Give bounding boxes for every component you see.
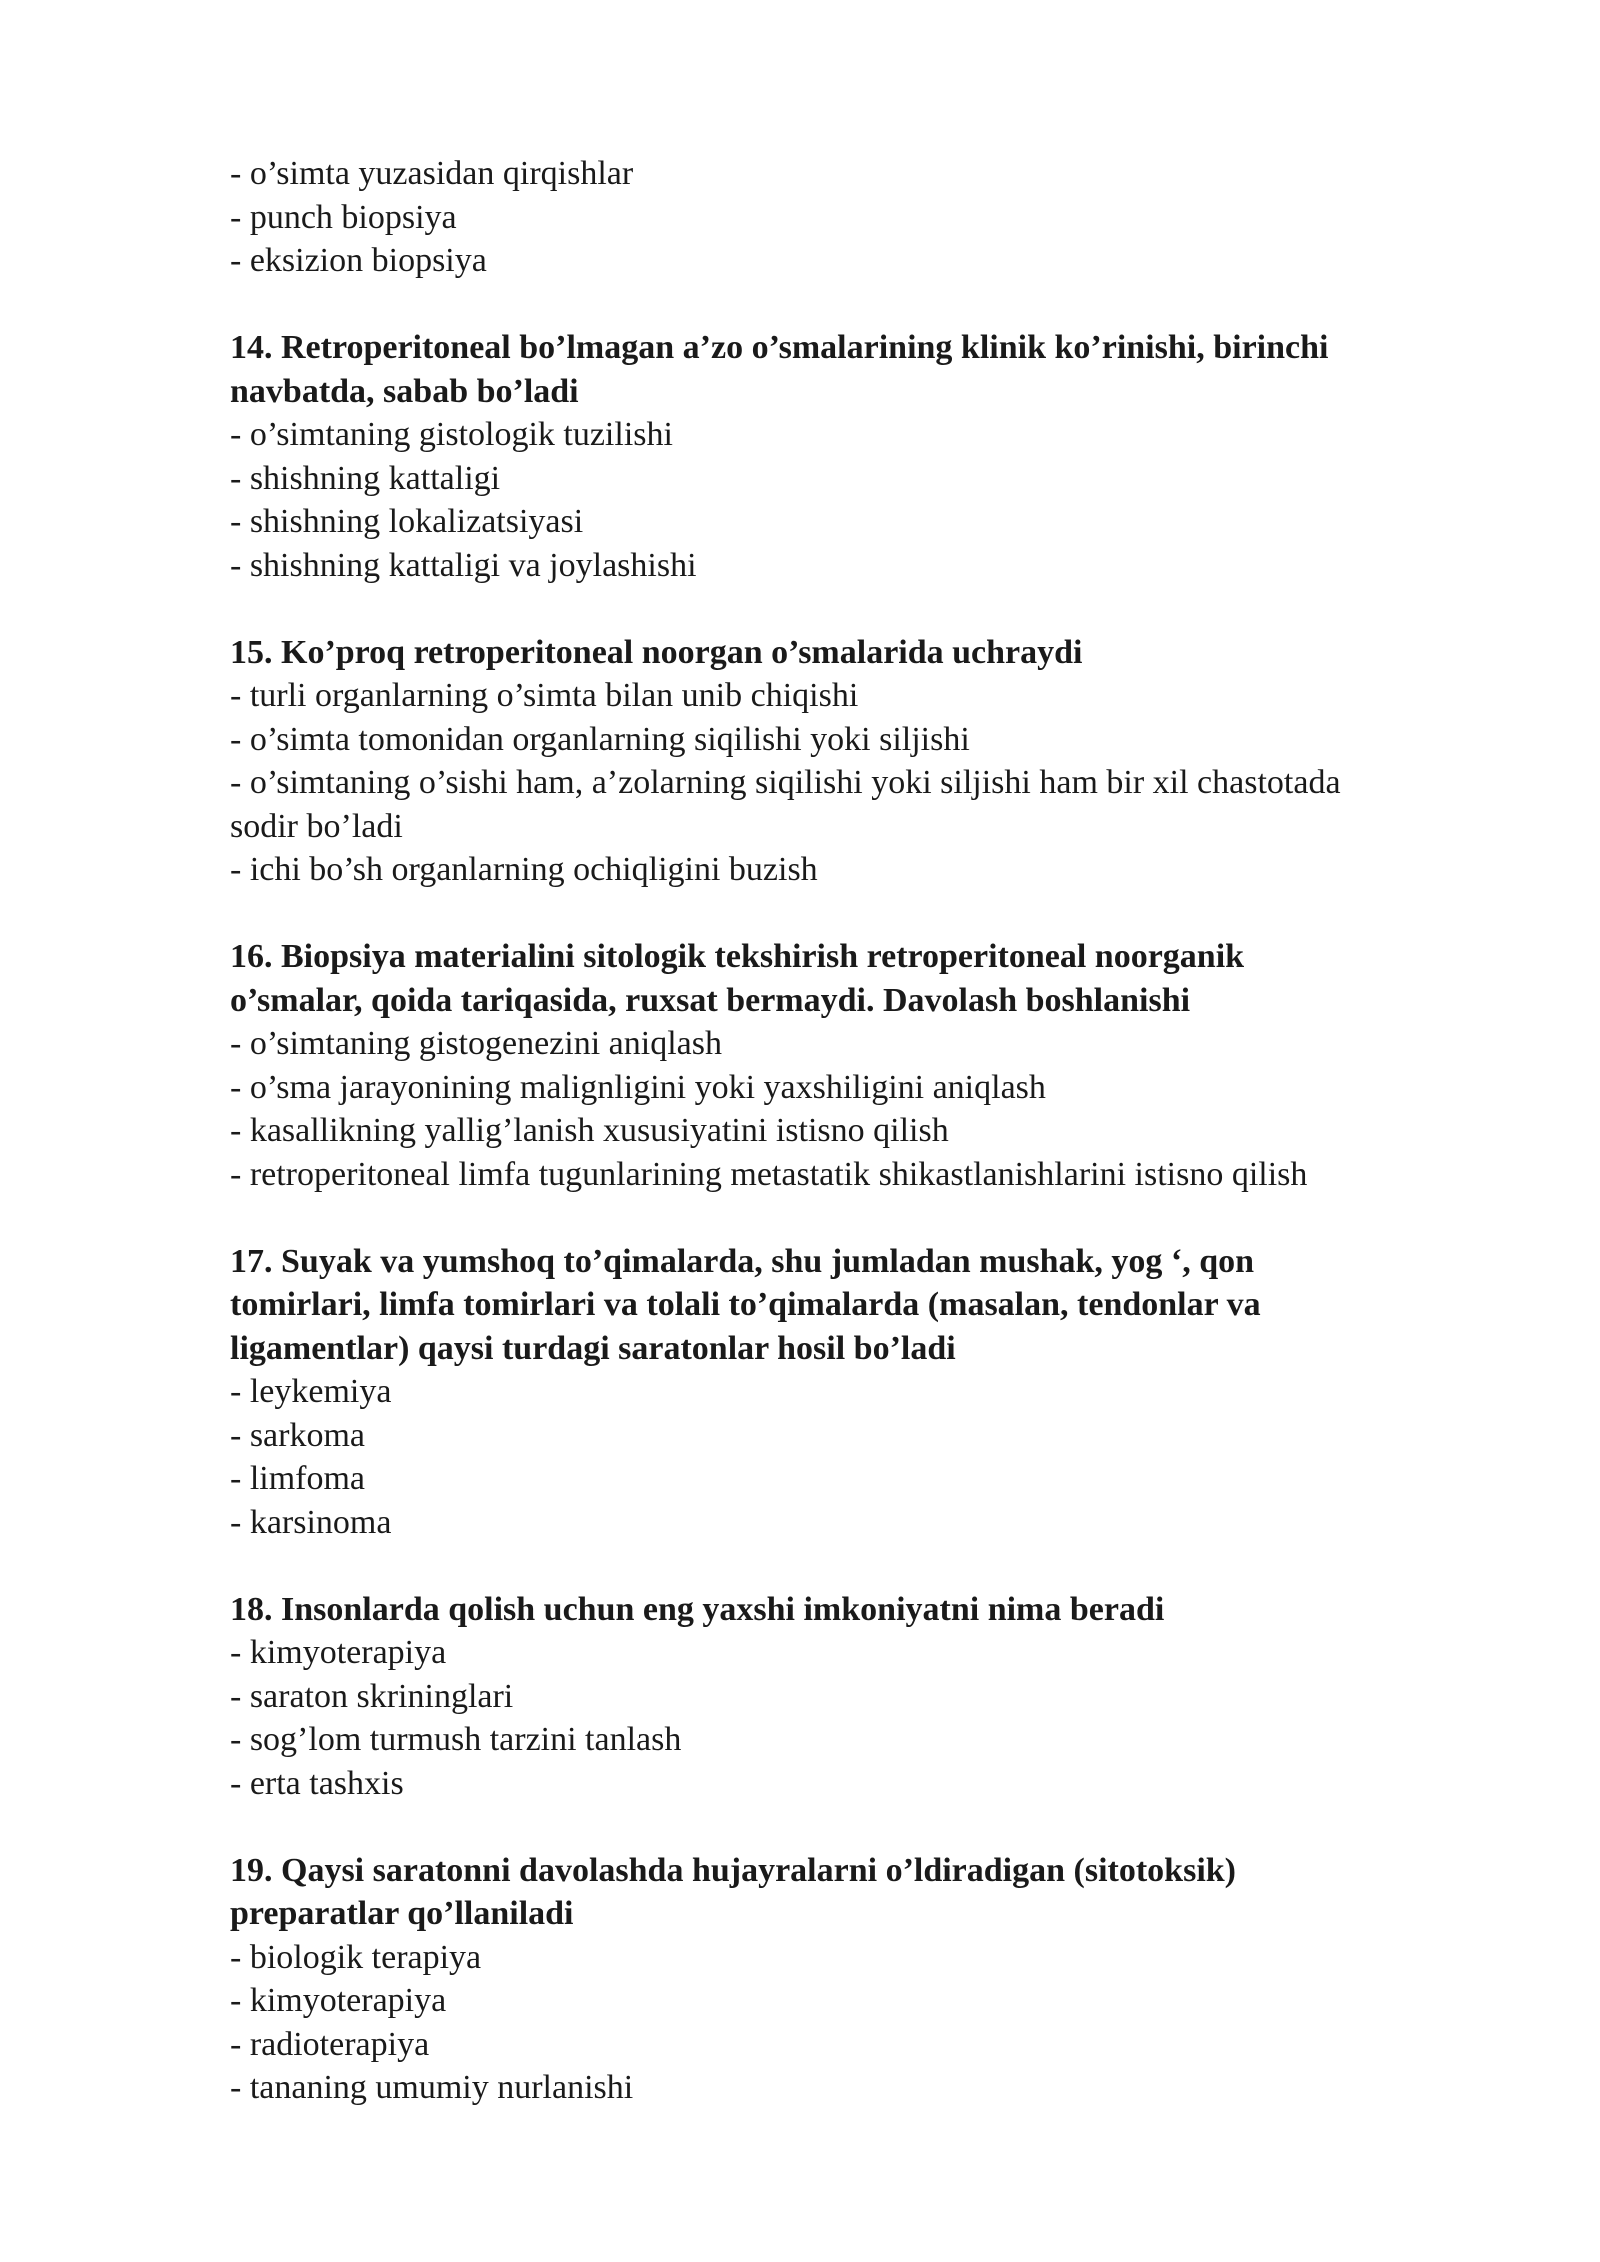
question-title-line: 14. Retroperitoneal bo’lmagan a’zo o’smalarining klinik ko’rinishi, birinchi [230, 329, 1329, 366]
option-line: - kimyoterapiya [230, 1982, 447, 2019]
option-line: - o’sma jarayonining malignligini yoki yaxshiligini aniqlash [230, 1068, 1046, 1106]
option-line: - sarkoma [230, 1416, 366, 1454]
option-line: - limfoma [230, 1460, 366, 1497]
option-line: - kasallikning yallig’lanish xususiyatini istisno qilish [230, 1112, 949, 1149]
option-line: - kimyoterapiya [230, 1634, 447, 1671]
option-line: - erta tashxis [230, 1764, 404, 1802]
option-line: - biologik terapiya [230, 1938, 482, 1976]
question-title-line: preparatlar qo’llaniladi [230, 1895, 574, 1932]
question-18 [230, 1588, 1480, 1806]
option-line: - o’simta tomonidan organlarning siqilishi yoki siljishi [230, 720, 970, 758]
option-line: - sog’lom turmush tarzini tanlash [230, 1721, 682, 1758]
option-line: - shishning lokalizatsiyasi [230, 503, 584, 540]
option-line: - retroperitoneal limfa tugunlarining metastatik shikastlanishlarini istisno qilish [230, 1155, 1308, 1193]
question-title-line: tomirlari, limfa tomirlari va tolali to’qimalarda (masalan, tendonlar va [230, 1286, 1261, 1323]
option-line: - saraton skrininglari [230, 1677, 514, 1715]
option-line: - o’simtaning gistogenezini aniqlash [230, 1025, 722, 1062]
option-line: - o’simta yuzasidan qirqishlar [230, 155, 634, 192]
option-line: - o’simtaning o’sishi ham, a’zolarning siqilishi yoki siljishi ham bir xil chastotada [230, 764, 1341, 801]
option-line: - radioterapiya [230, 2025, 430, 2063]
option-line: - tananing umumiy nurlanishi [230, 2069, 634, 2106]
option-line: - turli organlarning o’simta bilan unib chiqishi [230, 677, 859, 714]
question-title-line: 18. Insonlarda qolish uchun eng yaxshi imkoniyatni nima beradi [230, 1590, 1165, 1628]
question-14 [230, 326, 1480, 587]
question-15 [230, 631, 1480, 892]
option-line: - punch biopsiya [230, 198, 457, 236]
question-title-line: 17. Suyak va yumshoq to’qimalarda, shu jumladan mushak, yog ‘, qon [230, 1242, 1255, 1280]
option-line: - o’simtaning gistologik tuzilishi [230, 416, 673, 453]
question-title-line: navbatda, sabab bo’ladi [230, 372, 579, 410]
question-title-line: 19. Qaysi saratonni davolashda hujayralarni o’ldiradigan (sitotoksik) [230, 1851, 1237, 1889]
option-line: - eksizion biopsiya [230, 242, 487, 279]
option-line: sodir bo’ladi [230, 807, 403, 845]
question-title-line: ligamentlar) qaysi turdagi saratonlar hosil bo’ladi [230, 1329, 956, 1367]
option-line: - leykemiya [230, 1373, 392, 1410]
question-title-line: 15. Ko’proq retroperitoneal noorgan o’smalarida uchraydi [230, 633, 1083, 671]
option-line: - karsinoma [230, 1503, 392, 1541]
question-16 [230, 935, 1480, 1196]
option-line: - ichi bo’sh organlarning ochiqligini buzish [230, 851, 818, 888]
question-17 [230, 1240, 1480, 1545]
question-title-line: o’smalar, qoida tariqasida, ruxsat bermaydi. Davolash boshlanishi [230, 981, 1191, 1019]
question-title-line: 16. Biopsiya materialini sitologik tekshirish retroperitoneal noorganik [230, 938, 1245, 975]
option-line: - shishning kattaligi [230, 459, 501, 497]
question-19 [230, 1849, 1480, 2110]
intro-options [230, 152, 1480, 283]
option-line: - shishning kattaligi va joylashishi [230, 546, 697, 584]
